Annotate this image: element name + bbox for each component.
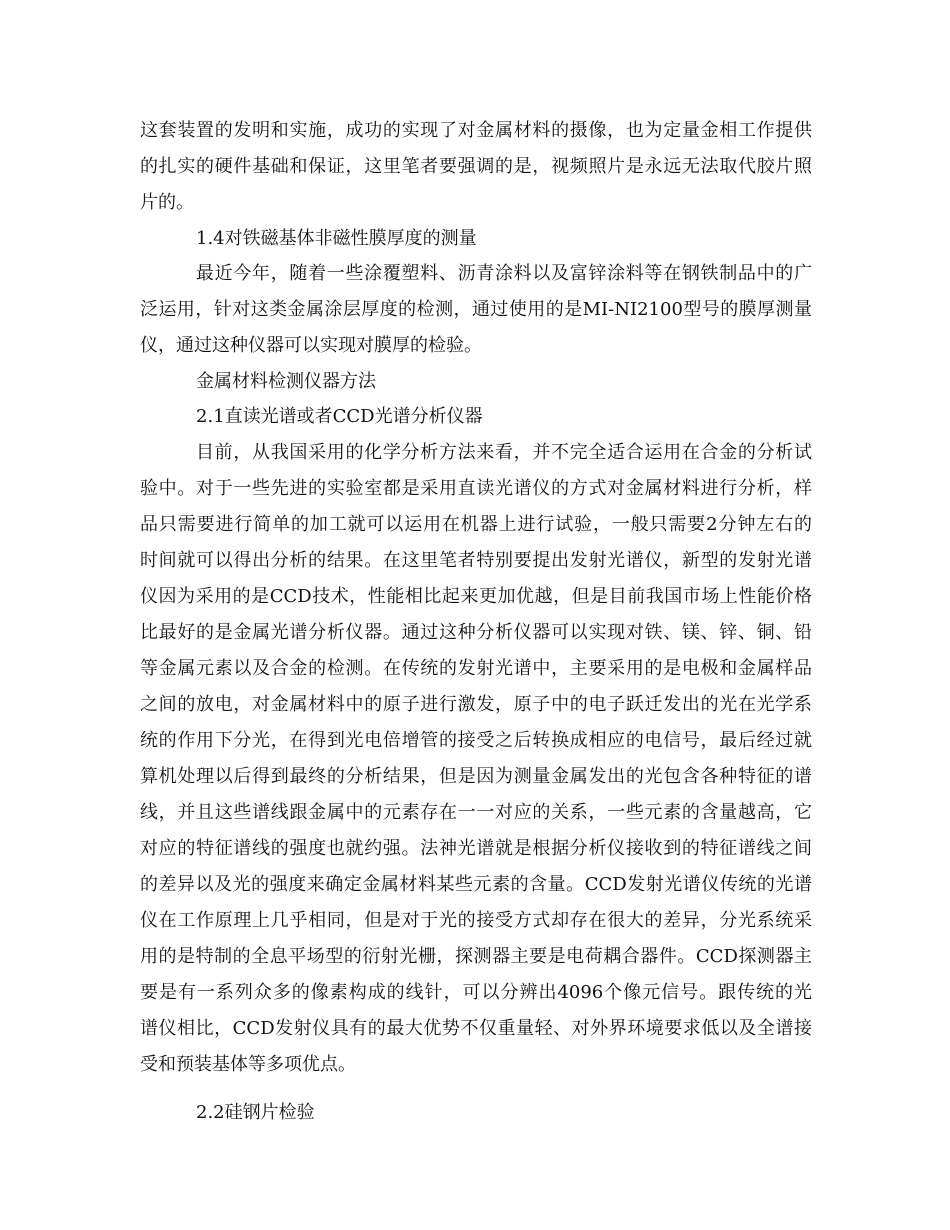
text-line-content: 统的作用下分光，在得到光电倍增管的接受之后转换成相应的电信号，最后经过就 <box>140 730 812 751</box>
text-line-content: 泛运用，针对这类金属涂层厚度的检测，通过使用的是MI-NI2100型号的膜厚测量 <box>140 299 812 320</box>
text-line-content: 对应的特征谱线的强度也就约强。法神光谱就是根据分析仪接收到的特征谱线之间 <box>140 838 812 859</box>
text-line <box>140 978 812 1008</box>
text-line <box>140 546 812 576</box>
text-line <box>140 870 812 900</box>
text-line <box>196 259 812 289</box>
text-line <box>196 438 812 468</box>
text-line-content: 的差异以及光的强度来确定金属材料某些元素的含量。CCD发射光谱仪传统的光谱 <box>140 874 812 895</box>
text-line-content: 这套装置的发明和实施，成功的实现了对金属材料的摄像，也为定量金相工作提供 <box>140 120 812 141</box>
text-line <box>140 726 812 756</box>
text-line <box>140 762 812 792</box>
text-line <box>140 188 812 218</box>
text-line-content: 2.2硅钢片检验 <box>196 1102 315 1123</box>
text-line <box>140 1050 812 1080</box>
text-line <box>140 906 812 936</box>
text-line-content: 仪，通过这种仪器可以实现对膜厚的检验。 <box>140 335 482 356</box>
text-line-content: 目前，从我国采用的化学分析方法来看，并不完全适合运用在合金的分析试 <box>196 442 812 463</box>
text-line <box>140 1014 812 1044</box>
text-line <box>140 331 812 361</box>
text-line-content: 验中。对于一些先进的实验室都是采用直读光谱仪的方式对金属材料进行分析，样 <box>140 478 812 499</box>
text-line-content: 品只需要进行简单的加工就可以运用在机器上进行试验，一般只需要2分钟左右的 <box>140 514 812 535</box>
text-line-content: 要是有一系列众多的像素构成的线针，可以分辨出4096个像元信号。跟传统的光 <box>140 982 812 1003</box>
text-line <box>196 402 812 432</box>
text-line <box>140 295 812 325</box>
text-line <box>140 654 812 684</box>
text-line-content: 受和预装基体等多项优点。 <box>140 1054 356 1075</box>
text-line-content: 谱仪相比，CCD发射仪具有的最大优势不仅重量轻、对外界环境要求低以及全谱接 <box>140 1018 812 1039</box>
text-line-content: 2.1直读光谱或者CCD光谱分析仪器 <box>196 406 483 427</box>
text-line <box>140 618 812 648</box>
text-line-content: 仪在工作原理上几乎相同，但是对于光的接受方式却存在很大的差异，分光系统采 <box>140 910 812 931</box>
text-line <box>196 1098 812 1128</box>
text-line <box>140 474 812 504</box>
text-line <box>140 690 812 720</box>
text-line-content: 等金属元素以及合金的检测。在传统的发射光谱中，主要采用的是电极和金属样品 <box>140 658 812 679</box>
text-line <box>196 367 812 397</box>
text-line <box>140 116 812 146</box>
text-line-content: 金属材料检测仪器方法 <box>196 371 376 392</box>
text-line <box>140 510 812 540</box>
text-line-content: 时间就可以得出分析的结果。在这里笔者特别要提出发射光谱仪，新型的发射光谱 <box>140 550 812 571</box>
text-line-content: 算机处理以后得到最终的分析结果，但是因为测量金属发出的光包含各种特征的谱 <box>140 766 812 787</box>
text-line <box>196 224 812 254</box>
text-line-content: 比最好的是金属光谱分析仪器。通过这种分析仪器可以实现对铁、镁、锌、铜、铅 <box>140 622 812 643</box>
text-line <box>140 942 812 972</box>
text-line-content: 用的是特制的全息平场型的衍射光栅，探测器主要是电荷耦合器件。CCD探测器主 <box>140 946 812 967</box>
text-line-content: 的扎实的硬件基础和保证，这里笔者要强调的是，视频照片是永远无法取代胶片照 <box>140 156 812 177</box>
text-line <box>140 582 812 612</box>
text-line <box>140 834 812 864</box>
text-line-content: 最近今年，随着一些涂覆塑料、沥青涂料以及富锌涂料等在钢铁制品中的广 <box>196 263 812 284</box>
text-line-content: 之间的放电，对金属材料中的原子进行激发，原子中的电子跃迁发出的光在光学系 <box>140 694 812 715</box>
text-line-content: 仪因为采用的是CCD技术，性能相比起来更加优越，但是目前我国市场上性能价格 <box>140 586 812 607</box>
text-line-content: 1.4对铁磁基体非磁性膜厚度的测量 <box>196 228 477 249</box>
text-line <box>140 152 812 182</box>
text-line-content: 线，并且这些谱线跟金属中的元素存在一一对应的关系，一些元素的含量越高，它 <box>140 802 812 823</box>
text-line <box>140 798 812 828</box>
text-line-content: 片的。 <box>140 192 194 213</box>
